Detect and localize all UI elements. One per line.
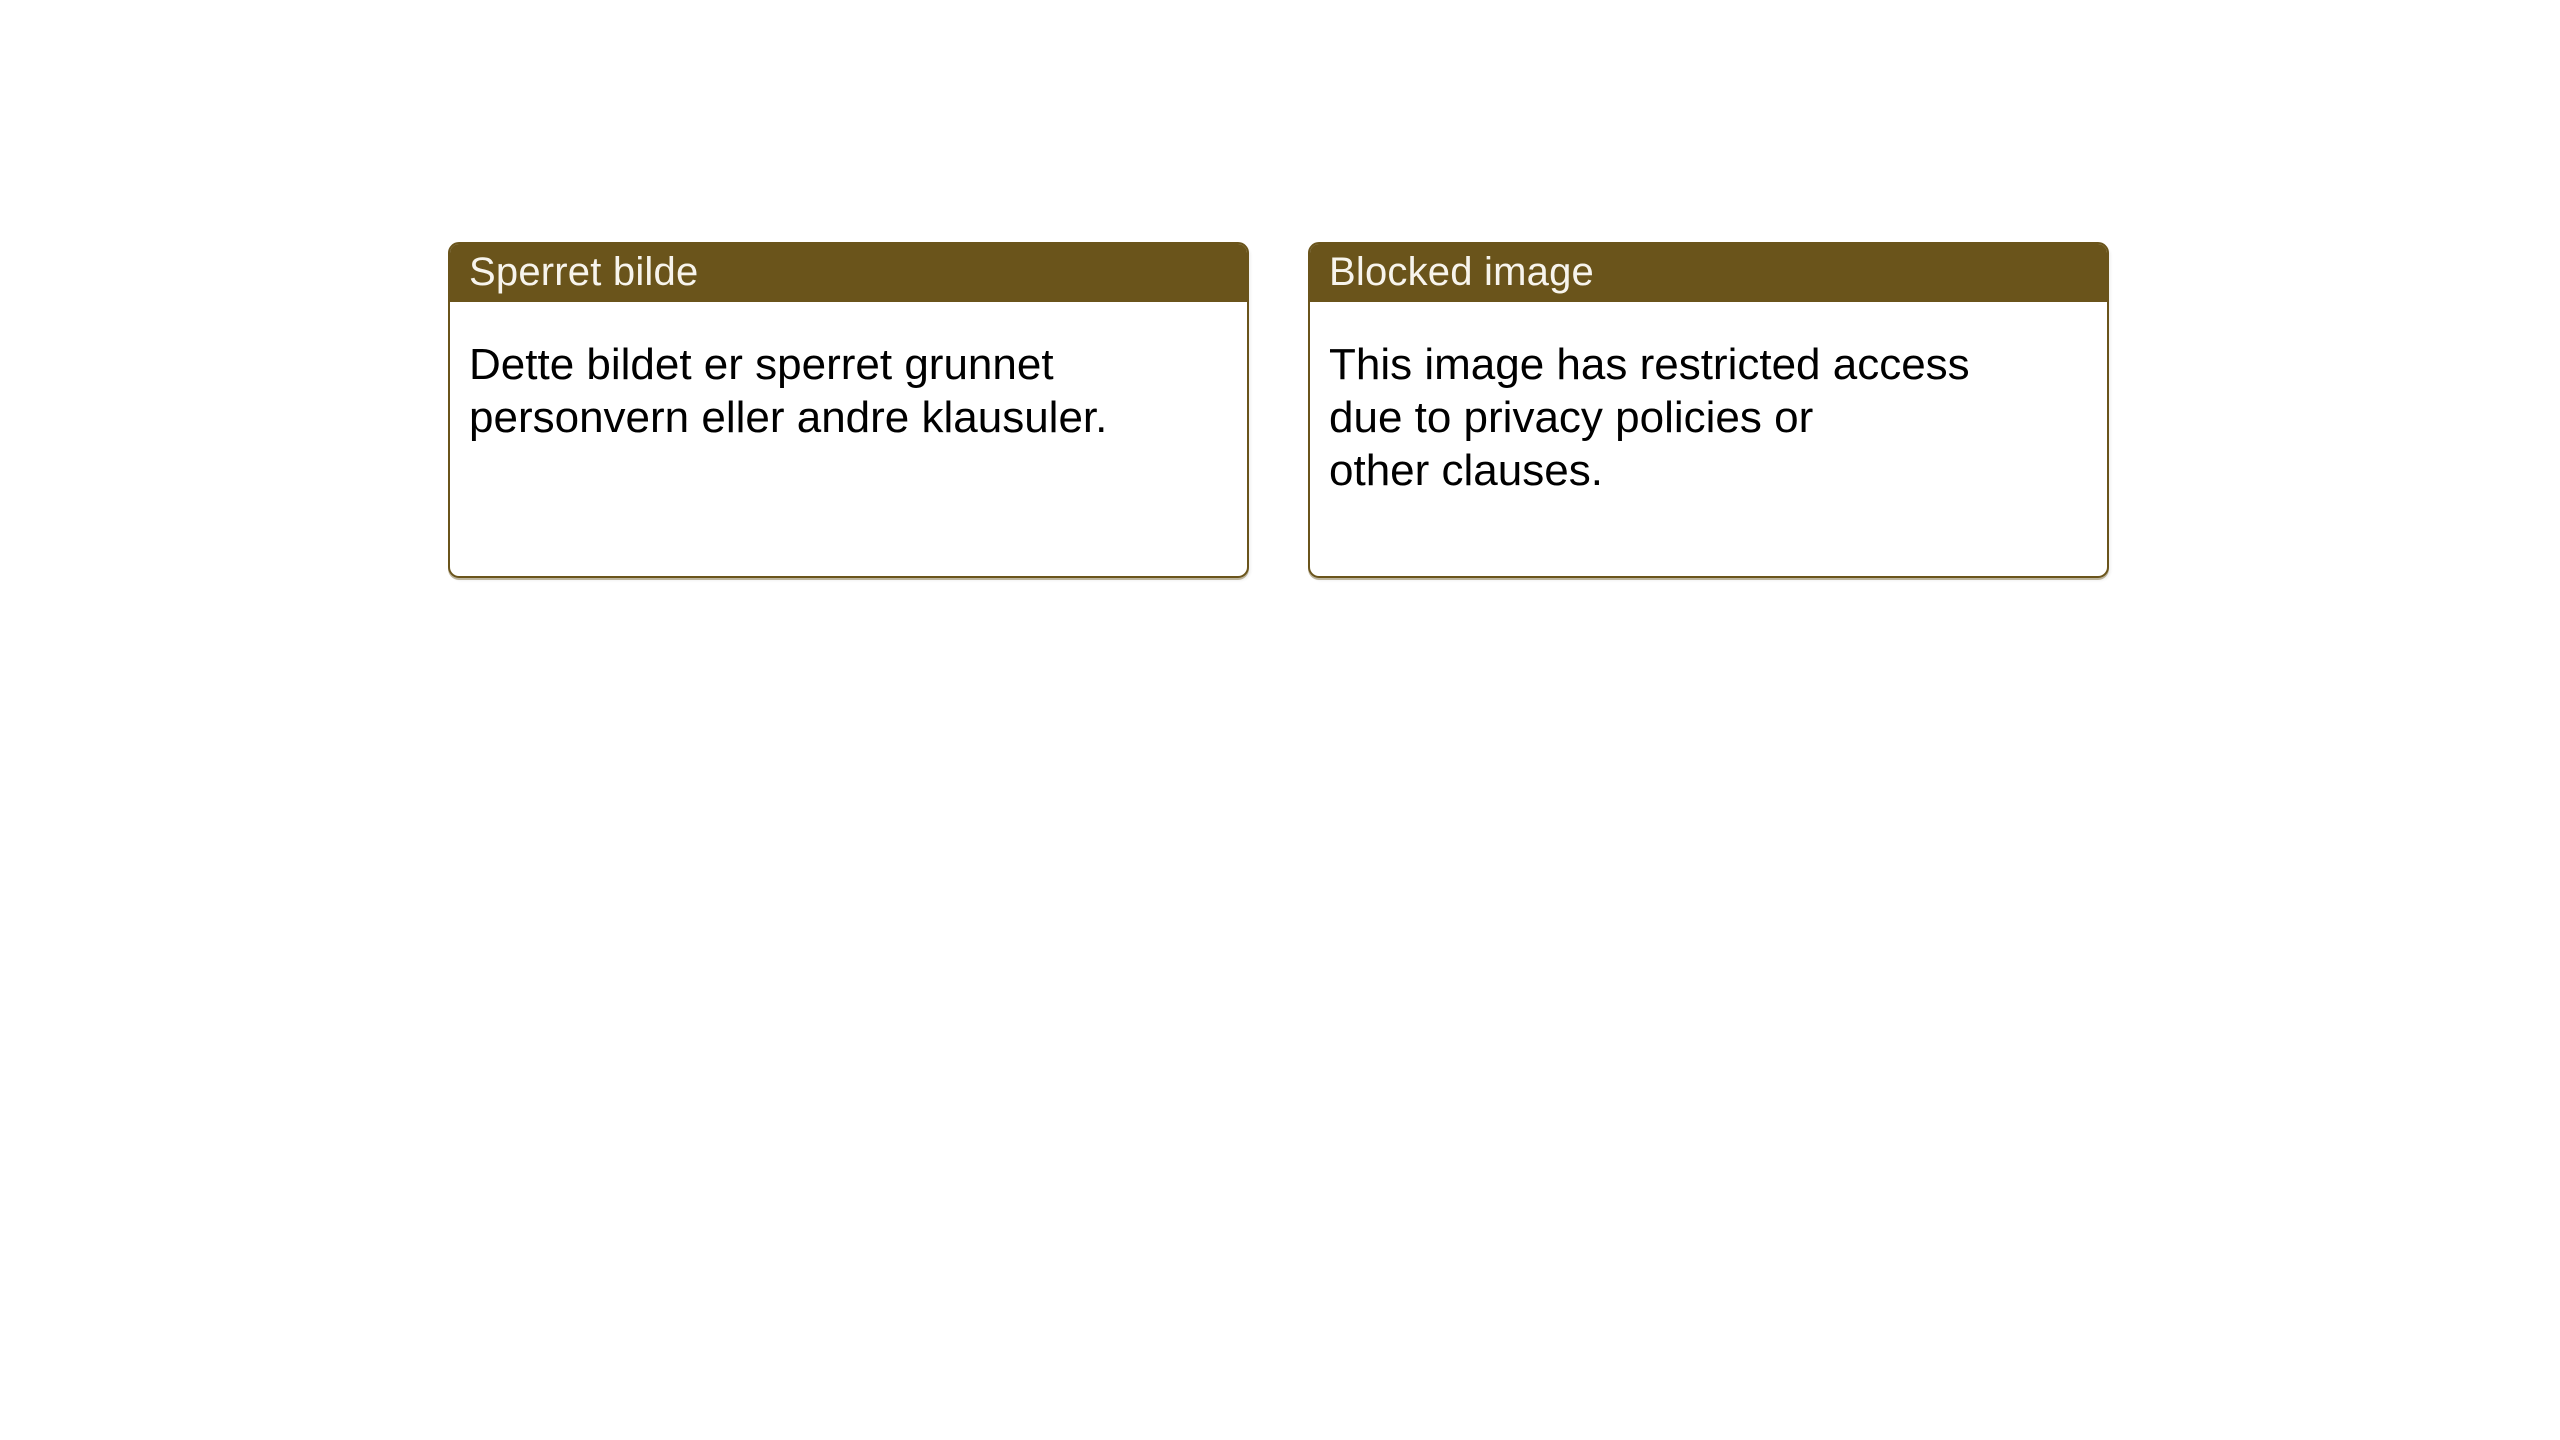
card-header	[450, 244, 1247, 302]
card-title: Sperret bilde	[469, 250, 699, 294]
card-title: Blocked image	[1329, 250, 1594, 294]
card-body-line: Dette bildet er sperret grunnet	[469, 340, 1054, 389]
card-body	[450, 302, 1247, 444]
card-body-line: This image has restricted access	[1329, 340, 1970, 389]
card-body	[1310, 302, 2107, 497]
card-header	[1310, 244, 2107, 302]
blocked-image-card-norwegian[interactable]	[448, 242, 1249, 578]
blocked-image-card-english[interactable]	[1308, 242, 2109, 578]
card-body-line: personvern eller andre klausuler.	[469, 393, 1108, 442]
card-body-line: other clauses.	[1329, 446, 1603, 495]
card-body-line: due to privacy policies or	[1329, 393, 1814, 442]
